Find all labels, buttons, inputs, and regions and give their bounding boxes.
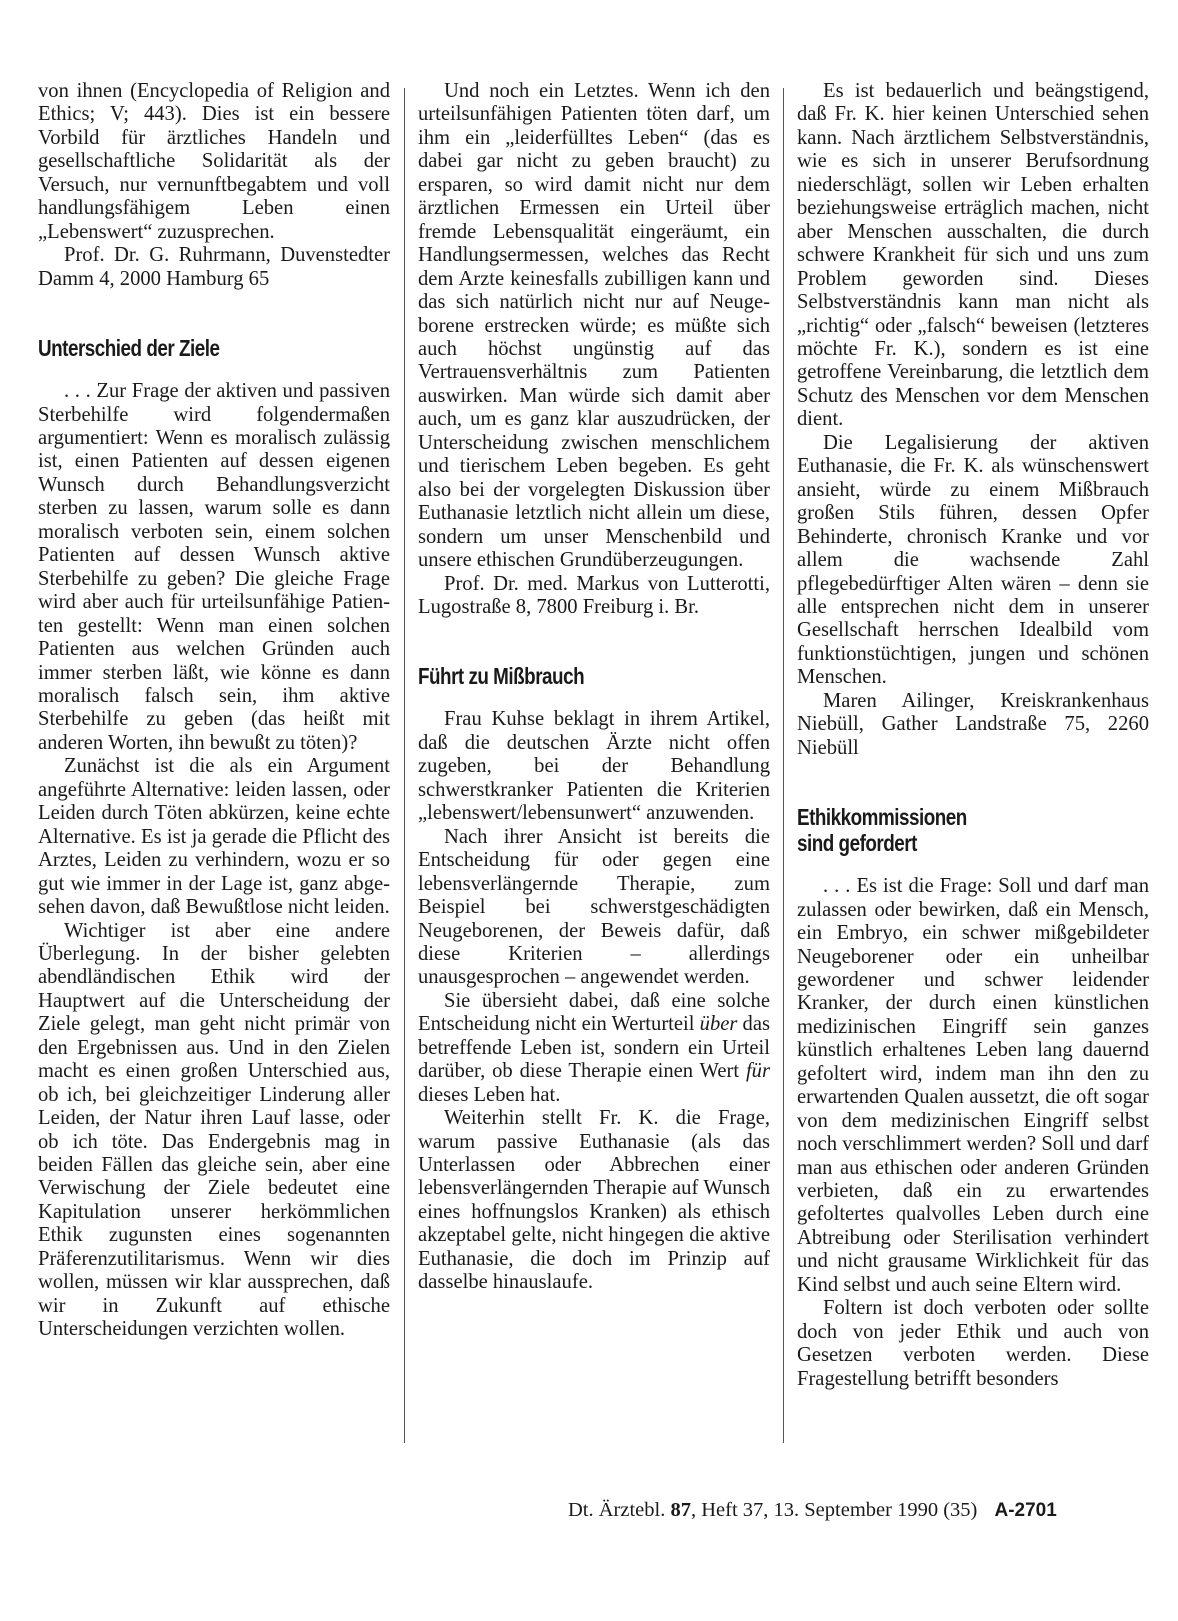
paragraph: . . . Es ist die Frage: Soll und darf man zulassen oder bewirken, daß ein Mensch, ein Embryo, ein schwer mißgebildeter Neugeborener oder ein unheilbar gewordener und schwer leidender Kranker, der durch einen künstlichen medizinischen Eingriff sein ganzes künstlich erhaltenes Leben lang dauernd gefoltert wird, indem man ihn den zu erwartenden Qualen aussetzt, die oft sogar von dem medizinischen Eingriff selbst noch verschlimmert werden? Soll und darf man aus ethischen oder anderen Gründen verbieten, daß ein zu erwartendes gefoltertes qualvolles Leben durch eine Abtreibung oder Sterilisation verhindert und nicht grausame Wirklichkeit für das Kind selbst und auch seine Eltern wird. bbox=[797, 875, 1149, 1296]
letter-signature: Prof. Dr. G. Ruhrmann, Duvenstedter Damm 4, 2000 Hamburg 65 bbox=[38, 244, 390, 290]
paragraph: von ihnen (Encyclopedia of Religion and Ethics; V; 443). Dies ist ein bessere Vorbild für ärztliches Handeln und gesellschaftliche Solidarität als der Versuch, nur vernunftbegabtem und voll handlungsfähigem Leben einen „Lebenswert“ zuzusprechen. bbox=[38, 80, 390, 243]
text-run: Sie übersieht dabei, daß eine solche Entscheidung nicht ein Werturteil bbox=[418, 989, 770, 1036]
paragraph: Zunächst ist die als ein Argument angeführte Alternative: leiden lassen, oder Leiden durch Töten abkürzen, keine echte Alternative. Es ist ja gerade die Pflicht des Arztes, Leiden zu verhindern, wozu er so gut wie immer in der Lage ist, ganz abgesehen davon, daß Bewußtlose nicht leiden. bbox=[38, 755, 390, 919]
column-divider bbox=[783, 88, 784, 1443]
column-2 bbox=[418, 80, 770, 1295]
section-heading: Ethikkommissionen bbox=[797, 804, 967, 831]
emphasis: über bbox=[699, 1013, 738, 1036]
column-3 bbox=[797, 80, 1149, 1391]
section-heading: Führt zu Mißbrauch bbox=[418, 663, 585, 690]
paragraph: . . . Zur Frage der aktiven und passiven Sterbehilfe wird folgendermaßen argumentiert: Wenn es moralisch zulässig ist, einen Patienten auf dessen eigenen Wunsch durch Behandlungsverzicht sterben zu lassen, warum solle es dann moralisch verboten sein, einem solchen Patienten auf dessen Wunsch aktive Sterbehilfe zu geben? Die gleiche Frage wird aber auch für urteilsunfähige Patienten gestellt: Wenn man einen solchen Patienten aus welchen Gründen auch immer sterben läßt, wie könne es dann moralisch falsch sein, ihm aktive Sterbehilfe zu geben (das heißt mit anderen Worten, ihn bewußt zu töten)? bbox=[38, 380, 390, 754]
text-run: dieses Leben hat. bbox=[418, 1083, 561, 1106]
letter-signature: Maren Ailinger, Kreiskrankenhaus Niebüll, Gather Landstraße 75, 2260 Niebüll bbox=[797, 689, 1149, 759]
paragraph bbox=[418, 990, 770, 1107]
letter-signature: Prof. Dr. med. Markus von Lutterotti, Lugostraße 8, 7800 Freiburg i. Br. bbox=[418, 572, 770, 618]
paragraph: Weiterhin stellt Fr. K. die Frage, warum passive Euthanasie (als das Unterlassen oder Abbrechen einer lebensverlängernden Therapie auf Wunsch eines hoffnungslos Kranken) als ethisch akzeptabel gelte, nicht hingegen die aktive Euthanasie, die doch im Prinzip auf dasselbe hinauslaufe. bbox=[418, 1107, 770, 1294]
emphasis: für bbox=[745, 1060, 770, 1083]
paragraph: Foltern ist doch verboten oder sollte doch von jeder Ethik und auch von Gesetzen verboten werden. Diese Fragestellung betrifft besonders bbox=[797, 1297, 1149, 1390]
column-divider bbox=[404, 88, 405, 1443]
page-footer bbox=[568, 1499, 1163, 1522]
journal-name: Dt. Ärztebl. bbox=[568, 1499, 666, 1521]
section-heading: Unterschied der Ziele bbox=[38, 335, 220, 362]
column-1 bbox=[38, 80, 390, 1342]
text-run: das betreffende Leben ist, sondern ein Urteil darüber, ob diese Therapie einen Wert bbox=[418, 1013, 770, 1083]
page-number: A-2701 bbox=[994, 1500, 1057, 1521]
paragraph: Es ist bedauerlich und beängstigend, daß Fr. K. hier keinen Unterschied sehen kann. Nach ärztlichem Selbstverständnis, wie es sich in unserer Berufsordnung niederschlägt, sollen wir Leben erhalten beziehungsweise erträglich machen, nicht aber Menschen ausschalten, die durch schwere Krankheit für sich und uns zum Problem geworden sind. Dieses Selbstverständnis kann man nicht als „richtig“ oder „falsch“ beweisen (letzteres möchte Fr. K.), sondern es ist eine getroffene Vereinbarung, die letztlich dem Schutz des Menschen vor dem Menschen dient. bbox=[797, 80, 1149, 431]
section-heading: sind gefordert bbox=[797, 830, 917, 857]
journal-volume: 87 bbox=[670, 1499, 691, 1521]
paragraph: Frau Kuhse beklagt in ihrem Artikel, daß die deutschen Ärzte nicht offen zugeben, bei der Behandlung schwerstkranker Patienten die Kriterien „lebenswert/lebensunwert“ anzuwenden. bbox=[418, 708, 770, 825]
paragraph: Die Legalisierung der aktiven Euthanasie, die Fr. K. als wünschenswert ansieht, würde zu einem Mißbrauch großen Stils führen, dessen Opfer Behinderte, chronisch Kranke und vor allem die wachsende Zahl pflegebedürftiger Alten wären – denn sie alle entsprechen nicht dem in unserer Gesellschaft herrschen Idealbild vom funktionstüchtigen, jungen und schönen Menschen. bbox=[797, 431, 1149, 689]
paragraph: Nach ihrer Ansicht ist bereits die Entscheidung für oder gegen eine lebensverlängernde Therapie, zum Beispiel bei schwerstgeschädigten Neugeborenen, der Beweis dafür, daß diese Kriterien – allerdings unausgesprochen – angewendet werden. bbox=[418, 825, 770, 989]
paragraph: Und noch ein Letztes. Wenn ich den urteilsunfähigen Patienten töten darf, um ihm ein „leiderfülltes Leben“ (das es dabei gar nicht zu geben braucht) zu ersparen, so wird damit nicht nur dem ärztlichen Ermessen ein Urteil über fremde Lebensqualität eingeräumt, ein Handlungsermessen, welches das Recht dem Arzte keinesfalls zubilligen kann und das sich natürlich nicht nur auf Neugeborene erstrecken würde; es müßte sich auch höchst ungünstig auf das Vertrauensverhältnis zum Patienten auswirken. Man würde sich damit aber auch, um es ganz klar auszudrücken, der Unterscheidung zwischen menschlichem und tierischem Leben begeben. Es geht also bei der vorgelegten Diskussion über Euthanasie letztlich nicht allein um diese, sondern um unser Menschenbild und unsere ethischen Grundüberzeugungen. bbox=[418, 80, 770, 572]
issue-info: , Heft 37, 13. September 1990 (35) bbox=[690, 1499, 978, 1521]
paragraph: Wichtiger ist aber eine andere Überlegung. In der bisher gelebten abendländischen Ethik wird der Hauptwert auf die Unterscheidung der Ziele gelegt, man geht nicht primär von den Ergebnissen aus. Und in den Zielen macht es einen großen Unterschied aus, ob ich, bei gleichzeitiger Linderung aller Leiden, der Natur ihren Lauf lasse, oder ob ich töte. Das Endergebnis mag in beiden Fällen das gleiche sein, aber eine Verwischung der Ziele bedeutet eine Kapitulation unserer herkömmlichen Ethik zugunsten eines sogenannten Präferenzutilitarismus. Wenn wir dies wollen, müssen wir klar aussprechen, daß wir in Zukunft auf ethische Unterscheidungen verzichten wollen. bbox=[38, 919, 390, 1341]
